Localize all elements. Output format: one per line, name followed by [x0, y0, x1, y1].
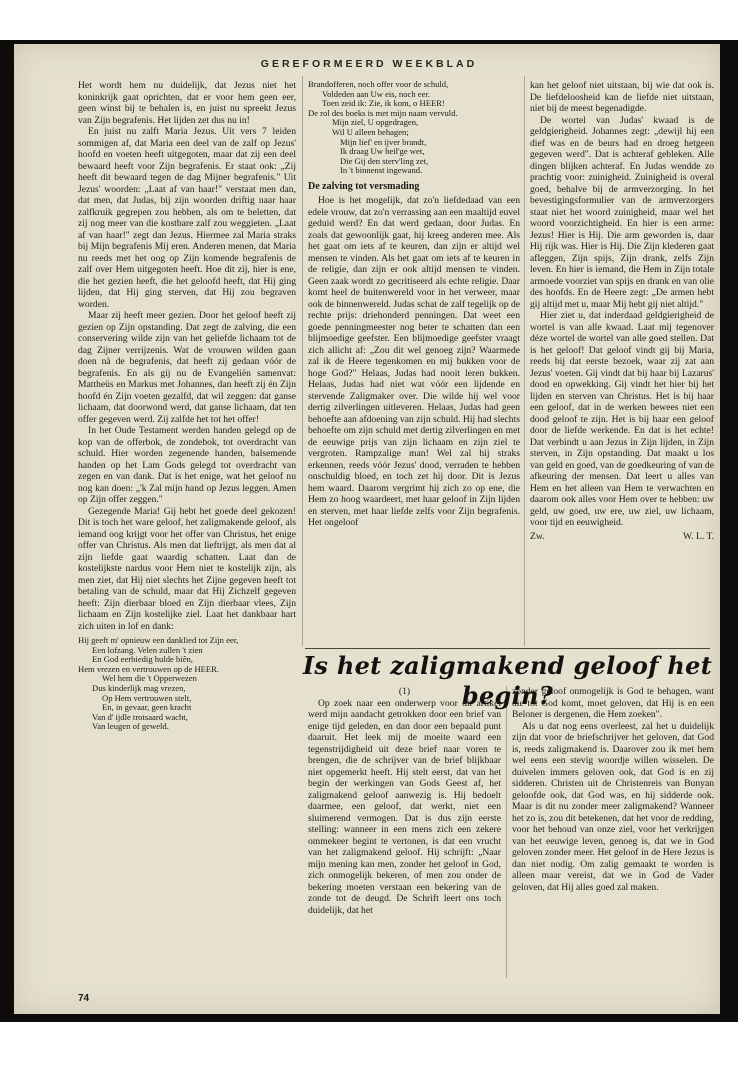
paragraph: zonder geloof onmogelijk is God te behagen, want die tot God komt, moet geloven, dat Hij is en een Beloner is dergenen, die Hem zoeken".: [512, 686, 714, 720]
paragraph: Maar zij heeft meer gezien. Door het geloof heeft zij gezien op Zijn opstanding. Dat zegt de zalving, die een conservering wilde zijn van het geliefde lichaam tot de dag Zijner verrijzenis. Wat de vrouwen wilden gaan doen nà de begrafenis, dat heeft zij gedaan vóór de begrafenis. En als gij nu de Evangeliën samenvat: Mattheüs en Markus met Johannes, dan heeft zij én Zijn hoofd én Zijn voeten gezalfd, dat wil zeggen: dat ganse lichaam, dat doorwond werd, dat ganse lichaam, dat ten offer gegeven werd. Zij zalfde het tot het offer!: [78, 310, 296, 425]
verse-line: Toen zeid ik: Zie, ik kom, o HEER!: [322, 98, 445, 109]
verse-line: Brandofferen, noch offer voor de schuld,: [308, 79, 449, 89]
verse-line: Mijn ziel, U opgedragen,: [332, 117, 419, 128]
column-divider: [302, 76, 303, 646]
column-1: [78, 80, 296, 736]
paragraph: In het Oude Testament werden handen gelegd op de kop van de offerbok, de zondebok, tot overdracht van schuld. Hier worden zegenende handen, balsemende handen op het Lam Gods gelegd tot overdracht van zegen en van dank. Dat is het enige, wat het geloof nu nog kan doen: „'k Zal mijn hand op Jezus leggen. Amen op Zijn offer zeggen.": [78, 425, 296, 505]
verse-line: Wel hem die 't Opperwezen: [102, 673, 197, 684]
place-abbreviation: Zw.: [530, 530, 545, 542]
masthead: GEREFORMEERD WEEKBLAD: [260, 58, 478, 70]
paragraph: Als u dat nog eens overleest, zal het u duidelijk zijn dat voor de briefschrijver het geloven, dat God is, reeds zaligmakend is. Daarover zou ik met hem wel eens een stevig woordje willen wisselen. De duivelen immers geloven ook, dat God is en zij sidderen. Christen uit de Christenreis van Bunyan geloofde ook, dat God was, en hij sidderde ook. Maar is dit nu zonder meer zaligmakend? Wanneer het zo is, zou dit betekenen, dat het voor de redding, voor het behoud van onze ziel, voor het verkrijgen van het eeuwige leven, genoeg is, dat we in God geloven zonder meer. Het geloof in de Here Jezus is dan niet nodig. Om zalig gemaakt te worden is alleen maar vereist, dat we in God de Vader geloven, dat Hij alles goed zal maken.: [512, 720, 714, 893]
column-2: [308, 80, 520, 529]
section-subheading: De zalving tot versmading: [308, 180, 420, 192]
column-divider: [506, 686, 507, 978]
psalm-verse: [78, 636, 296, 732]
verse-line: Dus kinderlijk mag vrezen,: [92, 682, 186, 693]
article-column-left: [308, 686, 501, 916]
verse-line: Van leugen of geweld.: [92, 721, 169, 732]
column-3: [530, 80, 714, 542]
verse-line: Ik draag Uw heil'ge wet,: [340, 146, 425, 157]
verse-line: De rol des boeks is met mijn naam vervuld.: [308, 107, 458, 118]
signature-line: [530, 531, 714, 543]
paragraph: Hier ziet u, dat inderdaad geldgierigheid de wortel is van alle kwaad. Laat mij tegenover déze wortel de wortel van alle goed stellen. Dat is het geloof! Dat geloof vindt gij bij Maria, reeds bij dat eerste bezoek, waar zij zat aan Jezus' voeten. Gij vindt dat bij haar bij Lazarus' dood en opwekking. Gij vindt het hier bij het lijden en sterven van Christus. Het is bij haar een geloof, dat in de werken bewees niet een dood geloof te zijn. Het is bij haar een geloof door de liefde werkende. En dat is het echte! Dat verbindt u aan Jezus in Zijn lijden, in Zijn sterven, in Zijn opstanding. Dat maakt u los van geld en goed, van de goedkeuring of van de afkeuring der mensen. Dat leert u alles van Hem en het alleen van Hem te verwachten en daarom ook alles voor Hem over te hebben: uw geld, uw goed, uw ere, uw ziel, uw lichaam, voor tijd en eeuwigheid.: [530, 310, 714, 528]
verse-line: Mijn lief' en ijver brandt,: [340, 136, 427, 147]
verse-line: En God eerbiedig hulde biên,: [92, 654, 193, 665]
verse-line: Die Gij den sterv'ling zet,: [340, 155, 429, 166]
article-rule: [305, 648, 710, 649]
verse-line: Op Hem vertrouwen stelt,: [102, 692, 192, 703]
paragraph: Het wordt hem nu duidelijk, dat Jezus niet het koninkrijk gaat oprichten, dat er voor hem geen eer, geen winst bij te behalen is, en juist nu spreekt Jezus van Zijn begrafenis. Het lijden zet dus nu in!: [78, 80, 296, 126]
verse-line: Van d' ijdle trotsaard wacht,: [92, 711, 188, 722]
author-initials: W. L. T.: [682, 530, 714, 542]
paragraph: En juist nu zalft Maria Jezus. Uit vers 7 leiden sommigen af, dat Maria een deel van de zalf op Jezus' hoofd en voeten heeft uitgegoten, maar dat zij een deel bewaard heeft voor Zijn begrafenis. Er staat ook: „Zij heeft dit bewaard tegen de dag Mijner begrafenis." Uit Jezus' woorden: „Laat af van haar!" verstaat men dan, dat men, dat Judas, bij zijn woorden driftig naar haar zalfkruik gegrepen zou hebben, als om te beletten, dat zij nog meer van die kostbare zalf zou weggieten. „Laat af van haar!" zegt dan Jezus. Hiermee zal Maria straks bij Mijn begrafenis Mij eren. Anderen menen, dat Maria nu reeds met het oog op Zijn komende begrafenis de zalf over Hem uitgegoten heeft. Hoe dit zij, hier is ene, die het gezien heeft, die het geloofd heeft, dat Hij ging lijden, dat Hij ging sterven, dat Hij zou begraven worden.: [78, 126, 296, 310]
page-number: 74: [78, 993, 90, 1004]
article-column-right: [512, 686, 714, 893]
paragraph: kan het geloof niet uitstaan, bij wie dat ook is. De liefdeloosheid kan de liefde niet uitstaan, niet bij de meest begenadigde.: [530, 80, 714, 114]
verse-line: Hij geeft m' opnieuw een danklied tot Zijn eer,: [78, 635, 239, 645]
article-headline: Is het zaligmakend geloof het begin?: [302, 651, 713, 710]
verse-line: En, in gevaar, geen kracht: [102, 702, 192, 713]
verse-line: Hem vrezen en vertrouwen op de HEER.: [78, 663, 220, 674]
column-divider: [524, 76, 525, 646]
paragraph: Gezegende Maria! Gij hebt het goede deel gekozen! Dit is toch het ware geloof, het zaligmakende geloof, als iemand oog krijgt voor het offer van Christus, het enige offer van Christus. Als men dat lieftrijgt, als men dat al zijn liefde gaat waardig schatten. Laat dan de kostelijkste nardus voor Hem niet te kostelijk zijn, als men ziet, dat Hij niet slechts het Zijne gegeven heeft tot betaling van de schuld, maar dat Hij Zichzelf gegeven heeft: Zijn dierbaar bloed en Zijn dierbaar vlees, Zijn lichaam en Zijn kostelijke ziel. Laat het dankbaar hart zich uiten in lof en dank:: [78, 505, 296, 632]
paragraph: Op zoek naar een onderwerp voor dit artikel werd mijn aandacht getrokken door een brief van enige tijd geleden, en dan door een bepaald punt daaruit. Het leek mij de moeite waard een tegenstrijdigheid uit deze brief naar voren te brengen, die de schrijver van de brief blijkbaar niet opgemerkt heeft. Hij stelt eerst, dat van het begin der werkingen van Gods Geest af, het zaligmakend geloof aanwezig is. Hij bedoelt daarmee, een geloof, dat werkt, niet een sluimerend vermogen. Dat is dus zijn eerste stelling: wanneer in een mens zich een zekere ommekeer begint te vertonen, is dat een vrucht van het zaligmakend geloof. Hij schrijft: „Naar mijn mening kan men, zonder het geloof in God, zich onmogelijk bekeren, of men zou onder de bekering moeten verstaan een bekering van de zonde tot de deugd. De Schrift leert ons toch duidelijk, dat het: [308, 697, 501, 916]
paragraph: Hoe is het mogelijk, dat zo'n liefdedaad van een edele vrouw, dat zo'n verrassing aan een maaltijd euvel geduid werd? En dat werd gedaan, door Judas. En zoals dat gewoonlijk gaat, hij kreeg anderen mee. Als het gaat om iets af te keuren, dan zijn er altijd wel mensen te vinden. Als het gaat om iets af te keuren in de religie, dan zijn er ook altijd mensen te vinden. Geen zaak wordt zo gecritiseerd als echte religie. Daar komt heel de buitenwereld voor in het verweer, maar ook de binnenwereld. Judas schat de zalf tegelijk op de rechte prijs: driehonderd penningen. Dat weet een goede penningmeester nog beter te schatten dan een blijmoedige geefster. Een blijmoedige geefster vraagt zich allicht af: „Zou dit wel genoeg zijn? Waarmede zal ik de Heere tegenkomen en mij bukken voor de hoge God?" Helaas, Judas had nooit leren bukken. Helaas, Judas had niet wat vóór een lijdende en stervende Zaligmaker over. Die wilde hij wel voor dertig zilverlingen uitleveren. Helaas, Judas had geen behoefte aan afdoening van zijn schuld. Hij had slechts behoefte om zijn schuld met dertig zilverlingen en met de eeuwige prijs van zijn lichaam en zijn ziel te vergroten. Rampzalige man! Wel zal hij straks erkennen, reeds vóór Jezus' dood, verraden te hebben onschuldig bloed, en toch zet hij door. Dit is Jezus hem waard. Daarom vergrimt hij zich zo op ene, die Hem zo hoog waardeert, met haar geloof in Zijn lijden en sterven, met haar liefde zelfs voor Zijn begrafenis. Het ongeloof: [308, 195, 520, 529]
verse-line: Een lofzang. Velen zullen 't zien: [92, 644, 203, 655]
psalm-verse: [308, 80, 520, 176]
paragraph: De wortel van Judas' kwaad is de geldgierigheid. Johannes zegt: „dewijl hij een dief was en de beurs had en droeg hetgeen gegeven werd". Dat is achteraf gebleken. Alle dingen blijken achteraf. En Judas wendde zo prachtig voor: zuinigheid. Zuinigheid is overal goed, behalve bij de armverzorging. In het bevestigingsformulier van de armverzorgers staat niet het woord zuinigheid, maar wel het woord voorzichtigheid. En hier is een arme: Jezus! Hier is Hij. Die arm geworden is, daar Hij rijk was. Hier is Hij. Die Zijn klederen gaat afleggen, Zijn spijs, Zijn drank, zelfs Zijn leven. En hier is iemand, die Hem in Zijn totale armoede voorziet van spijs en drank en van olie des hoofds. En de Heere zegt: „De armen hebt gij altijd met u, maar Mij hebt gij niet altijd.": [530, 114, 714, 310]
section-number: (1): [398, 686, 411, 697]
verse-line: Voldeden aan Uw eis, noch eer.: [322, 88, 430, 99]
verse-line: In 't binnenst ingewand.: [340, 165, 423, 176]
verse-line: Wil U alleen behagen;: [332, 126, 409, 137]
